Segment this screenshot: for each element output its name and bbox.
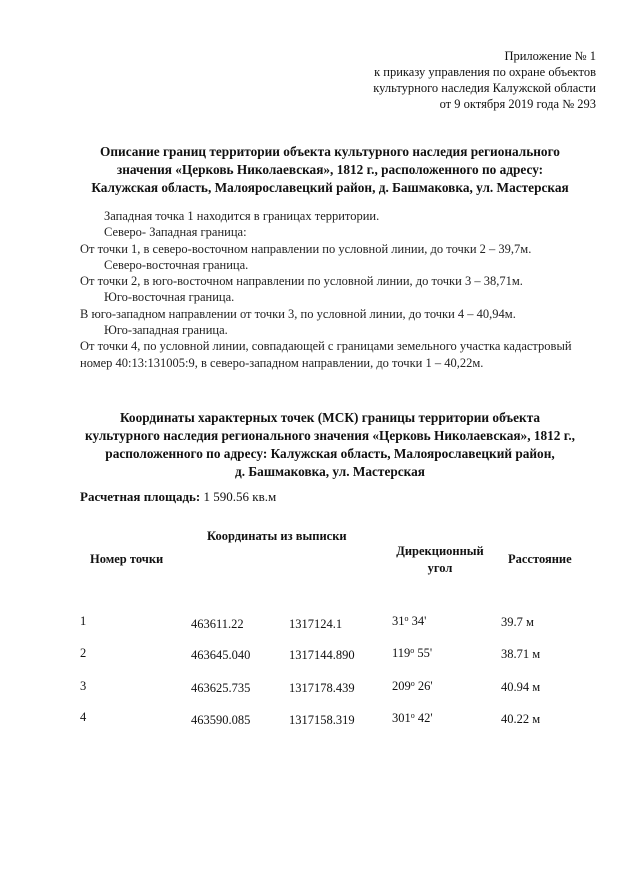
header-direction-angle <box>384 543 496 577</box>
description-paragraph: Юго-восточная граница. <box>104 290 235 305</box>
description-paragraph: Юго-западная граница. <box>104 323 228 338</box>
cell-x: 463645.040 <box>191 648 251 662</box>
angle-minutes: 42' <box>414 711 433 725</box>
description-paragraph: В юго-западном направлении от точки 3, по условной линии, до точки 4 – 40,94м. <box>80 306 516 321</box>
cell-direction <box>392 614 426 629</box>
cell-point: 4 <box>80 710 87 724</box>
cell-point: 3 <box>80 679 87 693</box>
header-coordinates: Координаты из выписки <box>207 529 347 543</box>
boundary-description <box>80 208 600 371</box>
description-paragraph: Северо-восточная граница. <box>104 257 249 272</box>
appendix-line: Приложение № 1 <box>504 49 596 63</box>
cell-x: 463590.085 <box>191 713 251 727</box>
description-paragraph: Северо- Западная граница: <box>104 225 247 240</box>
angle-degrees: 301 <box>392 711 411 725</box>
description-title-line: Калужская область, Малоярославецкий район, д. Башмаковка, ул. Мастерская <box>91 180 569 195</box>
description-title-line: значения «Церковь Николаевская», 1812 г., расположенного по адресу: <box>116 162 544 177</box>
cell-y: 1317124.1 <box>289 617 343 631</box>
appendix-header <box>373 48 596 112</box>
area-value: 1 590.56 кв.м <box>203 489 277 504</box>
angle-minutes: 26' <box>414 679 433 693</box>
description-title-line: Описание границ территории объекта культурного наследия регионального <box>100 144 560 159</box>
cell-y: 1317178.439 <box>289 681 355 695</box>
degree-sign: o <box>410 711 415 720</box>
description-paragraph: От точки 4, по условной линии, совпадающей с границами земельного участка кадастровый номер 40:13:131005:9, в северо-западном направлении, до точки 1 – 40,22м. <box>80 339 572 370</box>
coordinates-title-line: расположенного по адресу: Калужская область, Малоярославецкий район, <box>105 446 555 461</box>
description-paragraph: Западная точка 1 находится в границах территории. <box>104 209 380 223</box>
coordinates-title-line: д. Башмаковка, ул. Мастерская <box>235 464 425 479</box>
appendix-line: к приказу управления по охране объектов <box>374 65 596 79</box>
degree-sign: o <box>410 679 415 688</box>
calculated-area <box>80 489 276 505</box>
angle-degrees: 119 <box>392 646 411 660</box>
cell-direction <box>392 679 433 694</box>
coordinates-title <box>60 409 600 481</box>
angle-minutes: 34' <box>408 614 427 628</box>
cell-direction <box>392 646 432 661</box>
degree-sign: o <box>410 646 415 655</box>
header-distance: Расстояние <box>508 552 572 566</box>
cell-point: 2 <box>80 646 87 660</box>
cell-distance: 40.94 м <box>501 680 541 694</box>
appendix-line: от 9 октября 2019 года № 293 <box>439 97 596 111</box>
cell-x: 463625.735 <box>191 681 251 695</box>
coordinates-title-line: Координаты характерных точек (МСК) границы территории объекта <box>119 410 541 425</box>
degree-sign: o <box>404 614 409 623</box>
header-direction-line: Дирекционный <box>396 544 484 558</box>
area-label: Расчетная площадь: <box>80 489 201 504</box>
header-point-number: Номер точки <box>90 552 164 566</box>
cell-distance: 40.22 м <box>501 712 541 726</box>
angle-degrees: 209 <box>392 679 411 693</box>
header-direction-line: угол <box>427 561 453 575</box>
cell-x: 463611.22 <box>191 617 244 631</box>
angle-degrees: 31 <box>392 614 405 628</box>
coordinates-title-line: культурного наследия регионального значения «Церковь Николаевская», 1812 г., <box>85 428 575 443</box>
cell-y: 1317158.319 <box>289 713 355 727</box>
cell-direction <box>392 711 433 726</box>
cell-distance: 38.71 м <box>501 647 541 661</box>
description-paragraph: От точки 1, в северо-восточном направлении по условной линии, до точки 2 – 39,7м. <box>80 241 532 256</box>
appendix-line: культурного наследия Калужской области <box>373 81 596 95</box>
cell-distance: 39.7 м <box>501 615 534 629</box>
description-paragraph: От точки 2, в юго-восточном направлении по условной линии, до точки 3 – 38,71м. <box>80 274 523 289</box>
cell-y: 1317144.890 <box>289 648 355 662</box>
cell-point: 1 <box>80 614 87 628</box>
description-title <box>60 143 600 197</box>
angle-minutes: 55' <box>414 646 433 660</box>
